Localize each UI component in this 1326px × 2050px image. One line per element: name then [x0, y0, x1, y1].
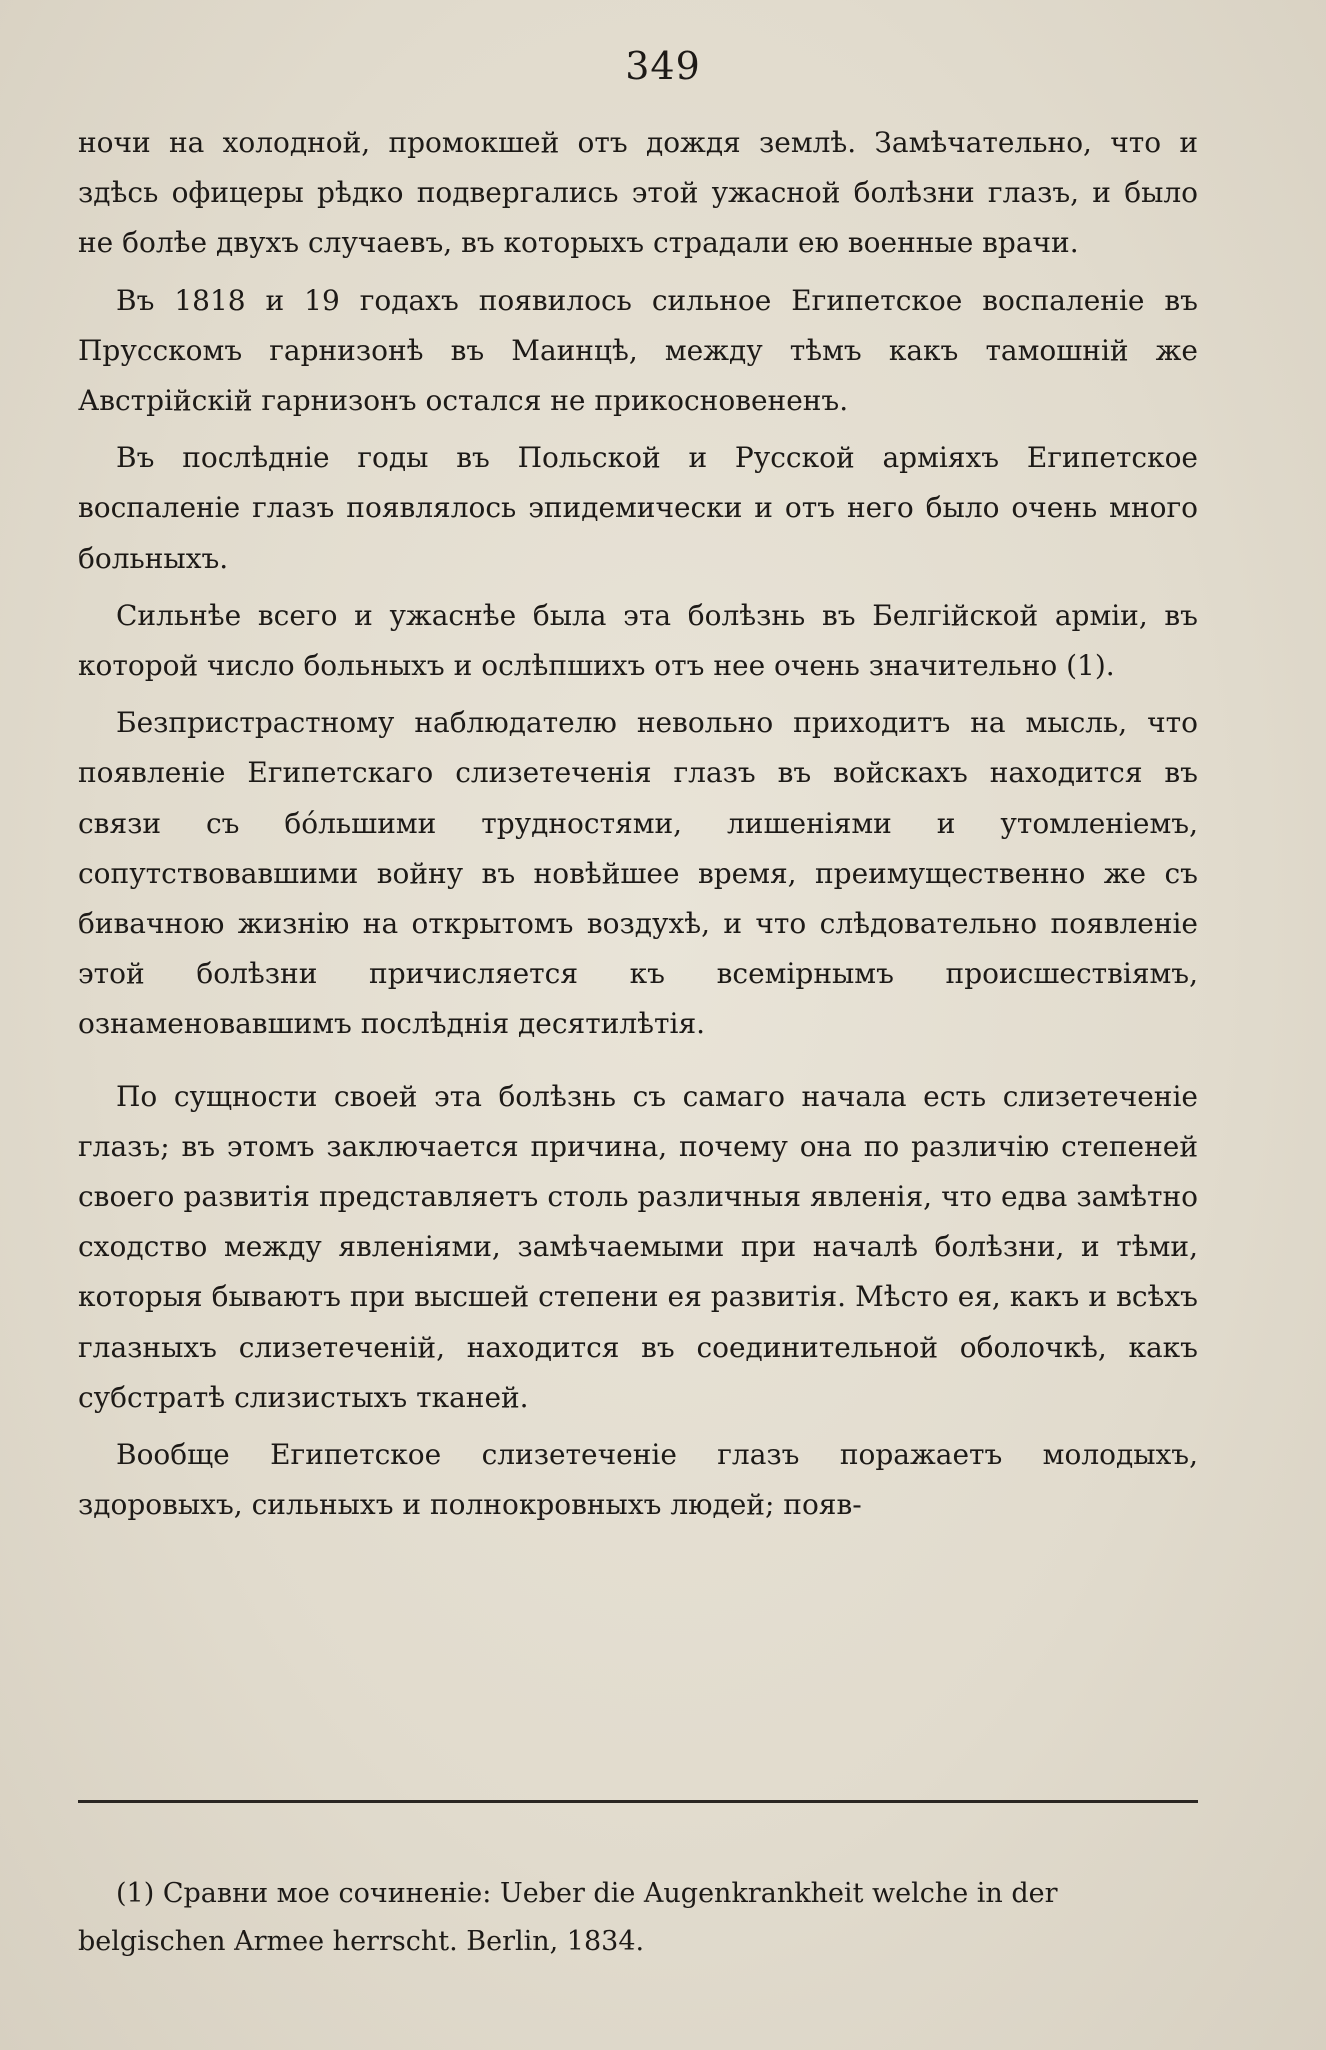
body-text — [78, 118, 1198, 1537]
paragraph: Сильнѣе всего и ужаснѣе была эта болѣзнь въ Белгійской арміи, въ которой число больныхъ и ослѣпшихъ отъ нее очень значительно (1). — [78, 598, 1198, 683]
page-number: 349 — [625, 44, 701, 88]
footnote-line: (1) Сравни мое сочиненіе: Ueber die Augenkrankheit welche in der — [116, 1878, 1058, 1909]
paragraph: Вообще Египетское слизетеченіе глазъ поражаетъ молодыхъ, здоровыхъ, сильныхъ и полнокровныхъ людей; появ- — [78, 1438, 1198, 1522]
footnote-line: belgischen Armee herrscht. Berlin, 1834. — [78, 1926, 645, 1957]
paragraph: По сущности своей эта болѣзнь съ самаго начала есть слизетеченіе глазъ; въ этомъ заключается причина, почему она по различію степеней своего развитія представляетъ столь различныя явленія, что едва замѣтно сходство между явленіями, замѣчаемыми при началѣ болѣзни, и тѣми, которыя бываютъ при высшей степени ея развитія. Мѣсто ея, какъ и всѣхъ глазныхъ слизетеченій, находится въ соединительной оболочкѣ, какъ субстратѣ слизистыхъ ткaней. — [78, 1079, 1198, 1414]
footnote — [78, 1870, 1198, 1966]
footnote-divider — [78, 1800, 1198, 1803]
paragraph: Безпристрастному наблюдателю невольно приходитъ на мысль, что появленіе Египетскаго слизетеченія глазъ въ войскахъ находится въ связи съ бо́льшими трудностями, лишеніями и утомленіемъ, сопутствовавшими войну въ новѣйшее время, преимущественно же съ бивачною жизнію на открытомъ воздухѣ, и что слѣдовательно появленіе этой болѣзни причисляется къ всемірнымъ происшествіямъ, ознаменовавшимъ послѣднія десятилѣтія. — [78, 706, 1198, 1041]
paragraph: Въ послѣдніе годы въ Польской и Русской арміяхъ Египетское воспаленіе глазъ появлялось эпидемически и отъ него было очень много больныхъ. — [78, 441, 1198, 575]
paragraph: Въ 1818 и 19 годахъ появилось сильное Египетское воспаленіе въ Прусскомъ гарнизонѣ въ Маинцѣ, между тѣмъ какъ тамошній же Австрійскій гарнизонъ остался не прикосновененъ. — [78, 283, 1198, 418]
paragraph: ночи на холодной, промокшей отъ дождя землѣ. Замѣчательно, что и здѣсь офицеры рѣдко подвергались этой ужасной болѣзни глазъ, и было не болѣе двухъ случаевъ, въ которыхъ страдали ею военные врачи. — [78, 126, 1198, 260]
